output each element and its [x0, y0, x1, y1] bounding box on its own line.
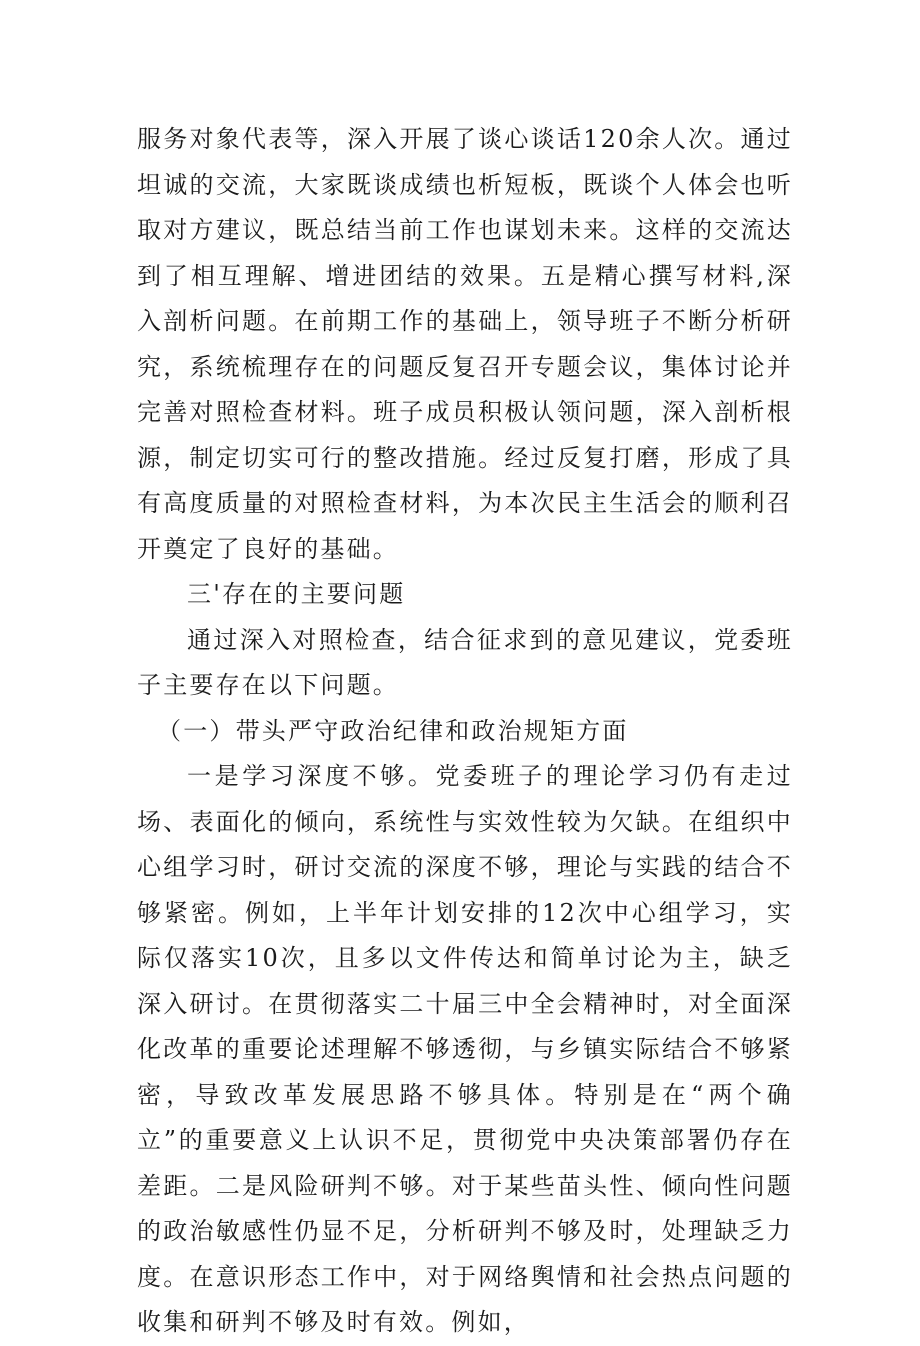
subsection-heading: （一）带头严守政治纪律和政治规矩方面 — [157, 716, 629, 745]
body-paragraph: 一是学习深度不够。党委班子的理论学习仍有走过场、表面化的倾向，系统性与实效性较为欠缺。在组织中心组学习时，研讨交流的深度不够，理论与实践的结合不够紧密。例如，上半年计划安排的12次中心组学习，实际仅落实10次，且多以文件传达和简单讨论为主，缺乏深入研讨。在贯彻落实二十届三中全会精神时，对全面深化改革的重要论述理解不够透彻，与乡镇实际结合不够紧密，导致改革发展思路不够具体。特别是在“两个确立”的重要意义上认识不足，贯彻党中央决策部署仍存在差距。二是风险研判不够。对于某些苗头性、倾向性问题的政治敏感性仍显不足，分析研判不够及时，处理缺乏力度。在意识形态工作中，对于网络舆情和社会热点问题的收集和研判不够及时有效。例如， — [137, 762, 793, 1336]
intro-paragraph: 通过深入对照检查，结合征求到的意见建议，党委班子主要存在以下问题。 — [137, 625, 793, 699]
continued-paragraph: 服务对象代表等，深入开展了谈心谈话120余人次。通过坦诚的交流，大家既谈成绩也析短板，既谈个人体会也听取对方建议，既总结当前工作也谋划未来。这样的交流达到了相互理解、增进团结的效果。五是精心撰写材料,深入剖析问题。在前期工作的基础上，领导班子不断分析研究，系统梳理存在的问题反复召开专题会议，集体讨论并完善对照检查材料。班子成员积极认领问题，深入剖析根源，制定切实可行的整改措施。经过反复打磨，形成了具有高度质量的对照检查材料，为本次民主生活会的顺利召开奠定了良好的基础。 — [137, 125, 793, 563]
section-heading: 三'存在的主要问题 — [187, 580, 406, 608]
document-body — [137, 117, 793, 1346]
